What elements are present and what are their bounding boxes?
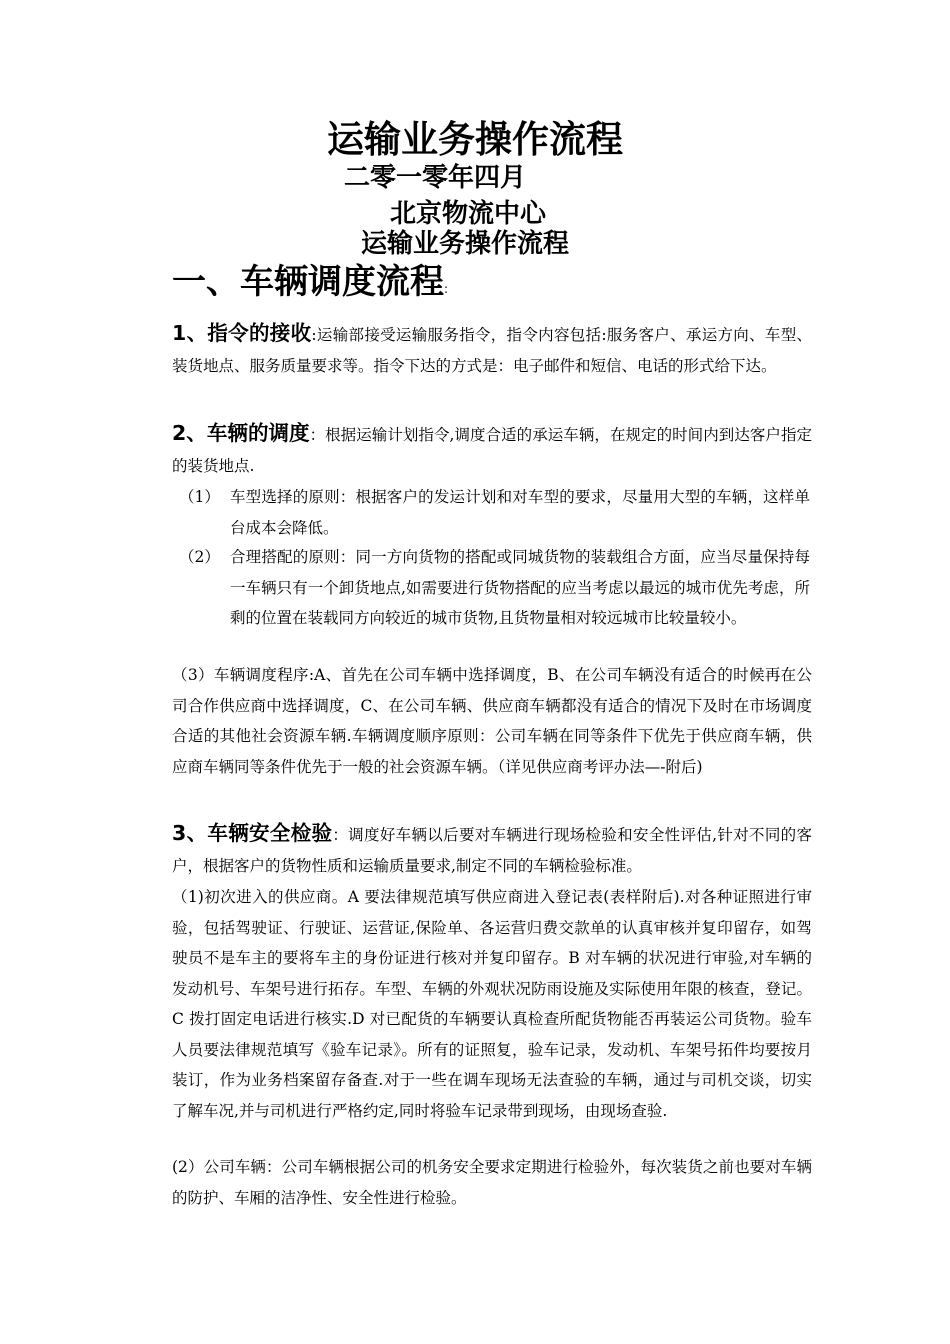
paragraph-text: ：调度好车辆以后要对车辆进行现场检验和安全性评估,针对不同的客户，根据客户的货物性质和运输质量要求,制定不同的车辆检验标准。 <box>172 826 812 875</box>
section-heading-vehicle-dispatch <box>172 258 448 313</box>
subheading-vehicle-dispatch: 2、车辆的调度 <box>172 421 310 445</box>
list-item-text: 车型选择的原则：根据客户的发运计划和对车型的要求，尽量用大型的车辆，这样单台成本会降低。 <box>230 488 810 537</box>
paragraph-instruction-receipt <box>172 318 812 381</box>
document-title: 运输业务操作流程 <box>327 118 623 161</box>
section-heading-colon: : <box>444 282 449 296</box>
paragraph-text: (2）公司车辆：公司车辆根据公司的机务安全要求定期进行检验外，每次装货之前也要对车辆的防护、车厢的洁净性、安全性进行检验。 <box>172 1158 812 1207</box>
date-line: 二零一零年四月 <box>344 163 527 193</box>
subheading-vehicle-safety-inspection: 3、车辆安全检验 <box>172 821 333 845</box>
list-item-number: （2） <box>179 548 220 566</box>
subheading-instruction-receipt: 1、指令的接收 <box>172 321 312 345</box>
paragraph-text: :运输部接受运输服务指令，指令内容包括:服务客户、承运方向、车型、装货地点、服务质量要求等。指令下达的方式是：电子邮件和短信、电话的形式给下达。 <box>172 326 813 375</box>
paragraph-company-vehicle-inspection <box>172 1152 812 1213</box>
list-item-number: （1） <box>179 488 220 506</box>
paragraph-vehicle-safety-inspection <box>172 818 812 881</box>
paragraph-text: （1)初次进入的供应商。A 要法律规范填写供应商进入登记表(表样附后).对各种证照进行审验，包括驾驶证、行驶证、运营证,保险单、各运营归费交款单的认真审核并复印留存，如驾驶员不是车主的要将车主的身份证进行核对并复印留存。B 对车辆的状况进行审验,对车辆的发动机号、车架号进行拓存。车型、车辆的外观状况防雨设施及实际使用年限的核查，登记。C 拨打固定电话进行核实.D 对已配货的车辆要认真检查所配货物能否再装运公司货物。验车人员要法律规范填写《验车记录》。所有的证照复，验车记录，发动机、车架号拓件均要按月装订，作为业务档案留存备查.对于一些在调车现场无法查验的车辆，通过与司机交谈，切实了解车况,并与司机进行严格约定,同时将验车记录带到现场，由现场查验. <box>172 888 812 1120</box>
list-item-matching-principle <box>172 542 812 664</box>
section-heading-text: 一、车辆调度流程 <box>172 262 444 302</box>
list-item-text: 合理搭配的原则：同一方向货物的搭配或同城货物的装载组合方面，应当尽量保持每一车辆只有一个卸货地点,如需要进行货物搭配的应当考虑以最远的城市优先考虑，所剩的位置在装载同方向较近的城市货物,且货物量相对较远城市比较量较小。 <box>230 548 810 627</box>
paragraph-vehicle-dispatch <box>172 418 812 481</box>
paragraph-text: ：根据运输计划指令,调度合适的承运车辆，在规定的时间内到达客户指定的装货地点. <box>172 426 812 475</box>
paragraph-text: （3）车辆调度程序:A、首先在公司车辆中选择调度，B、在公司车辆没有适合的时候再在公司合作供应商中选择调度，C、在公司车辆、供应商车辆都没有适合的情况下及时在市场调度合适的其他社会资源车辆.车辆调度顺序原则：公司车辆在同等条件下优先于供应商车辆，供应商车辆同等条件优先于一般的社会资源车辆。（详见供应商考评办法—-附后) <box>172 666 812 776</box>
paragraph-new-supplier-inspection <box>172 882 812 1126</box>
secondary-title: 运输业务操作流程 <box>361 229 570 259</box>
organization-line: 北京物流中心 <box>390 199 547 229</box>
paragraph-dispatch-procedure <box>172 660 812 782</box>
list-item-vehicle-type-principle <box>172 482 812 544</box>
